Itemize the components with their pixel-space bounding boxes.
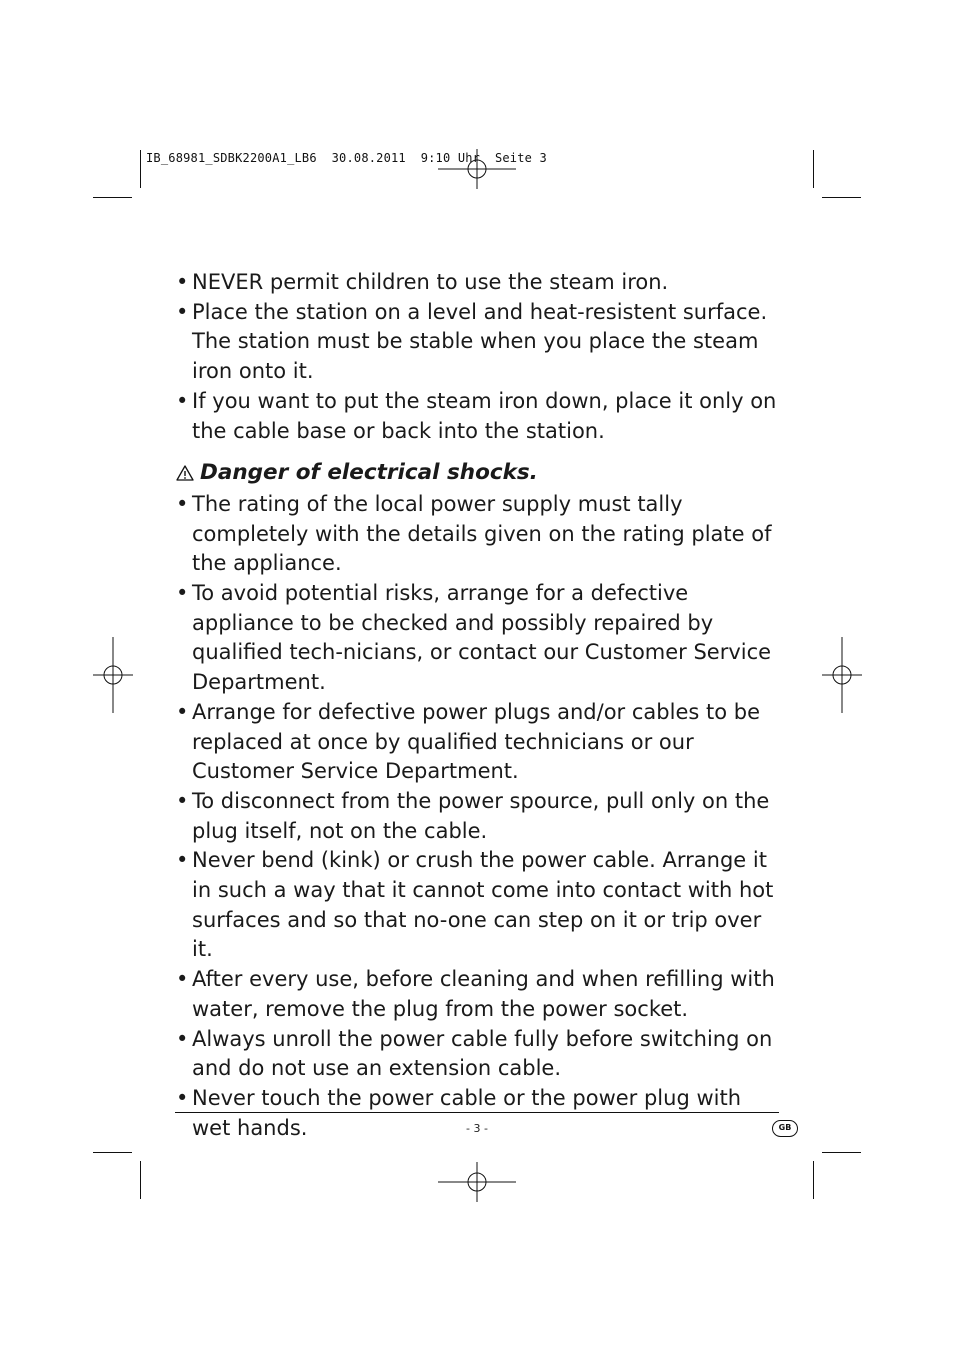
registration-mark-icon xyxy=(438,1162,516,1202)
list-item: • After every use, before cleaning and when refilling with water, remove the plug from the power socket. xyxy=(176,965,786,1024)
list-item: • NEVER permit children to use the steam iron. xyxy=(176,268,786,298)
page-number: - 3 - xyxy=(466,1122,488,1135)
list-item: • The rating of the local power supply must tally completely with the details given on the rating plate of the appliance. xyxy=(176,490,786,579)
crop-mark xyxy=(93,1152,132,1153)
section-heading xyxy=(176,458,786,488)
registration-mark-icon xyxy=(93,637,133,713)
section-title: Danger of electrical shocks. xyxy=(200,460,538,486)
registration-mark-icon xyxy=(438,149,516,189)
danger-list xyxy=(176,490,786,1143)
list-item: • Never bend (kink) or crush the power cable. Arrange it in such a way that it cannot come into contact with hot surfaces and so that no-one can step on it or trip over it. xyxy=(176,846,786,965)
registration-mark-icon xyxy=(822,637,862,713)
page-content xyxy=(176,268,786,1143)
list-item: • Always unroll the power cable fully before switching on and do not use an extension cable. xyxy=(176,1025,786,1084)
crop-mark xyxy=(140,1161,141,1199)
crop-mark xyxy=(93,197,132,198)
crop-mark xyxy=(822,197,861,198)
warning-triangle-icon xyxy=(176,465,194,481)
language-badge: GB xyxy=(772,1120,798,1137)
list-item: • Never touch the power cable or the power plug with wet hands. xyxy=(176,1084,786,1143)
intro-list xyxy=(176,268,786,446)
list-item: • Place the station on a level and heat-resistent surface. The station must be stable when you place the steam iron onto it. xyxy=(176,298,786,387)
list-item: • Arrange for defective power plugs and/or cables to be replaced at once by qualified technicians or our Customer Service Department. xyxy=(176,698,786,787)
list-item: • If you want to put the steam iron down, place it only on the cable base or back into the station. xyxy=(176,387,786,446)
crop-mark xyxy=(140,150,141,188)
list-item: • To disconnect from the power spource, pull only on the plug itself, not on the cable. xyxy=(176,787,786,846)
crop-mark xyxy=(822,1152,861,1153)
list-item: • To avoid potential risks, arrange for a defective appliance to be checked and possibly repaired by qualified tech-nicians, or contact our Customer Service Department. xyxy=(176,579,786,698)
crop-mark xyxy=(813,1161,814,1199)
footer-divider xyxy=(175,1112,779,1113)
crop-mark xyxy=(813,150,814,188)
print-slug-line: IB_68981_SDBK2200A1_LB6 30.08.2011 9:10 Uhr Seite 3 xyxy=(146,151,547,165)
